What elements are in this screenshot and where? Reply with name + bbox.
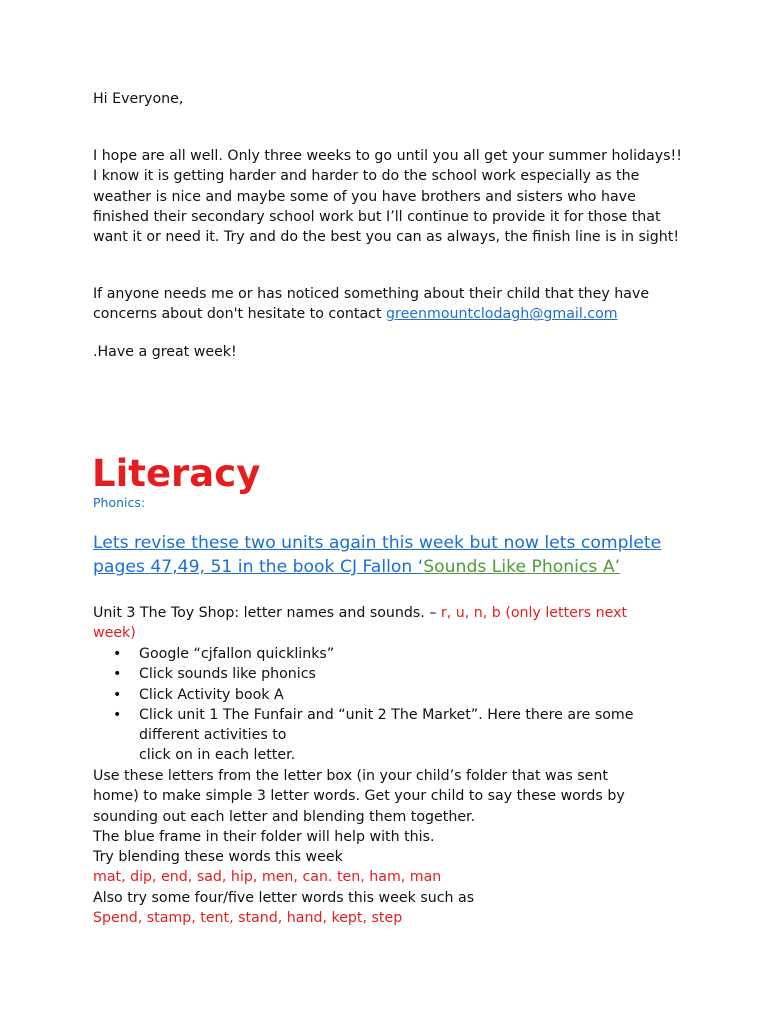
phonics-subheading: Phonics: [93,495,146,510]
unit-line [93,603,653,644]
list-item: • Click Activity book A [93,685,693,705]
instructions-block [93,766,653,928]
list-item: • Google “cjfallon quicklinks” [93,644,693,664]
instruction-letters: Use these letters from the letter box (in your child’s folder that was sent home) to make simple 3 letter words. Get your child to say these words by sounding out each letter and blending them together. [93,768,625,825]
unit-letters: r, u, n, b (only letters next week) [93,605,628,642]
list-item: • Click sounds like phonics [93,664,693,684]
revise-paragraph [93,531,713,579]
intro-lead: I hope are all well. [93,148,223,164]
contact-paragraph [93,284,693,325]
revise-link[interactable]: Lets revise these two units again this week but now lets complete pages 47,49, 51 in the book CJ Fallon ‘ [93,533,662,577]
greeting: Hi Everyone, [93,91,184,107]
signoff: .Have a great week! [93,344,237,360]
intro-paragraph [93,146,683,247]
instruction-blending: Try blending these words this week [93,849,343,866]
email-link[interactable]: greenmountclodagh@gmail.com [386,306,618,323]
instruction-blue-frame: The blue frame in their folder will help with this. [93,828,435,845]
unit-text: Unit 3 The Toy Shop: letter names and sounds. – [93,605,441,621]
steps-list [93,644,693,766]
intro-rest: Only three weeks to go until you all get your summer holidays!! I know it is getting harder and harder to do the school work especially as the weather is nice and maybe some of you have brothers and sisters who have finished their secondary school work but I’ll continue to provide it for those that want it or need it. Try and do the best you can as always, the finish line is in sight! [93,148,682,246]
literacy-heading: Literacy [92,452,261,495]
contact-text: If anyone needs me or has noticed something about their child that they have concerns about don't hesitate to contact [93,286,650,323]
step-four-text: Click unit 1 The Funfair and “unit 2 The Market”. Here there are some different activities to [139,706,634,744]
list-item [93,705,693,766]
step-continuation: click on in each letter. [139,747,296,764]
book-link[interactable]: Sounds Like Phonics A’ [423,557,621,577]
three-letter-words: mat, dip, end, sad, hip, men, can. ten, ham, man [93,869,442,886]
four-five-intro: Also try some four/five letter words this week such as [93,889,475,906]
four-five-letter-words: Spend, stamp, tent, stand, hand, kept, step [93,910,403,927]
